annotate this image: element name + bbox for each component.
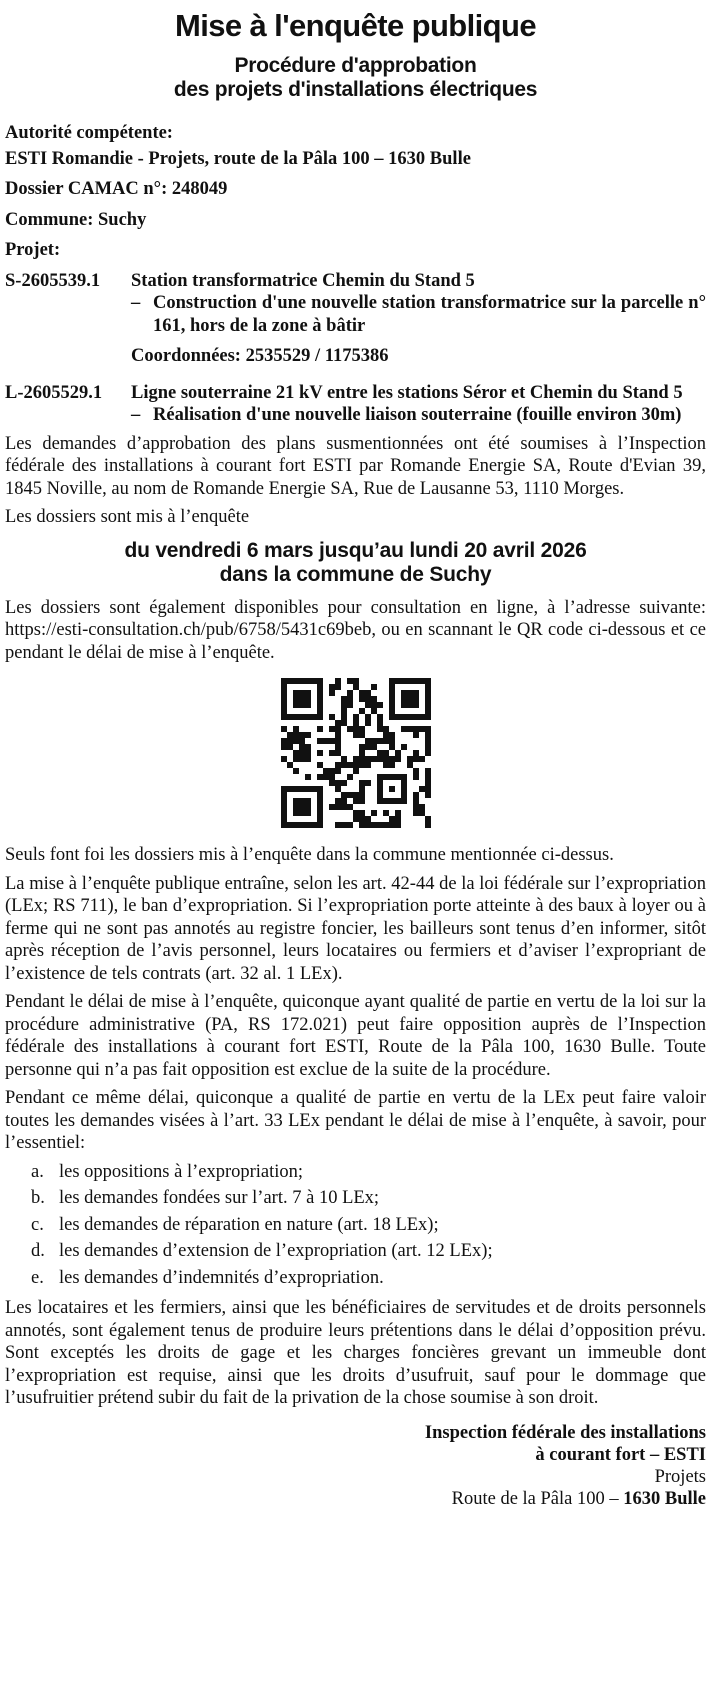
signature-line-4 — [5, 1488, 706, 1510]
list-marker: d. — [31, 1241, 45, 1261]
project-line — [5, 382, 706, 427]
camac-number: Dossier CAMAC n°: 248049 — [5, 179, 228, 199]
list-text: les demandes d’indemnités d’expropriation. — [59, 1267, 384, 1288]
authority-label: Autorité compétente: — [5, 123, 173, 143]
notice-title: Mise à l'enquête publique — [175, 8, 536, 43]
list-text: les oppositions à l’expropriation; — [59, 1161, 304, 1182]
demands-list — [5, 1161, 706, 1290]
expropriation-ban-paragraph: La mise à l’enquête publique entraîne, selon les art. 42-44 de la loi fédérale sur l’expropriation (LEx; RS 711), le ban d’expropriation. Si l’expropriation porte atteinte à des baux à loyer ou à ferme qui ne sont pas annotés au registre foncier, les bailleurs sont tenus d’en informer, sitôt après réception de l’avis personnel, leurs locataires ou fermiers et d’aviser l’expropriant de l’existence de tels contrats (art. 32 al. 1 LEx). — [5, 873, 706, 984]
qr-code-container — [5, 678, 706, 828]
list-text: les demandes d’extension de l’expropriation (art. 12 LEx); — [59, 1241, 493, 1261]
list-item — [31, 1240, 706, 1263]
list-item — [31, 1214, 706, 1237]
signature-line-3: Projets — [654, 1466, 706, 1487]
project-coordinates: Coordonnées: 2535529 / 1175386 — [131, 346, 389, 366]
submission-paragraph: Les demandes d’approbation des plans susmentionnées ont été soumises à l’Inspection fédérale des installations à courant fort ESTI par Romande Energie SA, Route d'Evian 39, 1845 Noville, au nom de Romande Energie SA, Rue de Lausanne 53, 1110 Morges. — [5, 433, 706, 499]
opposition-paragraph: Pendant le délai de mise à l’enquête, quiconque ayant qualité de partie en vertu de la loi sur la procédure administrative (PA, RS 172.021) peut faire opposition auprès de l’Inspection fédérale des installations à courant fort ESTI, Route de la Pâla 100, 1630 Bulle. Toute personne qui n’a pas fait opposition est exclue de la suite de la procédure. — [5, 992, 706, 1080]
project-item — [131, 292, 706, 337]
project-code: L-2605529.1 — [5, 382, 103, 403]
project-label: Projet: — [5, 240, 61, 260]
enquete-intro: Les dossiers sont mis à l’enquête — [5, 507, 250, 527]
online-consultation-paragraph: Les dossiers sont également disponibles pour consultation en ligne, à l’adresse suivante: https://esti-consultation.ch/pub/6758/5431c69beb, ou en scannant le QR code ci-dessous et ce pendant le délai de mise à l’enquête. — [5, 597, 706, 663]
signature-street: Route de la Pâla 100 – — [451, 1488, 624, 1509]
notice-subtitle — [5, 54, 706, 102]
project-station — [5, 270, 706, 376]
list-marker: e. — [31, 1267, 44, 1288]
enquete-dates — [5, 539, 706, 587]
subtitle-line-2: des projets d'installations électriques — [173, 78, 538, 101]
dossier-meta — [5, 122, 706, 262]
project-title: Ligne souterraine 21 kV entre les stations Séror et Chemin du Stand 5 — [131, 382, 683, 403]
list-text: les demandes fondées sur l’art. 7 à 10 LEx; — [59, 1188, 380, 1208]
signature-line-1: Inspection fédérale des installations — [424, 1422, 706, 1443]
project-title: Station transformatrice Chemin du Stand 5 — [131, 270, 475, 291]
qr-modules — [281, 678, 431, 828]
authority-value: ESTI Romandie - Projets, route de la Pâla 100 – 1630 Bulle — [5, 148, 471, 169]
list-marker: a. — [31, 1161, 44, 1182]
dash-bullet: – — [131, 405, 141, 425]
list-text: les demandes de réparation en nature (art. 18 LEx); — [59, 1214, 439, 1235]
dates-line-2: dans la commune de Suchy — [219, 562, 492, 586]
signature-line-2: à courant fort – ESTI — [535, 1444, 706, 1465]
list-item — [31, 1187, 706, 1210]
project-item — [131, 404, 706, 427]
notice-page — [0, 8, 713, 1510]
subtitle-line-1: Procédure d'approbation — [234, 54, 477, 77]
commune-name: Commune: Suchy — [5, 209, 147, 230]
tenants-paragraph: Les locataires et les fermiers, ainsi que les bénéficiaires de servitudes et de droits personnels annotés, sont également tenus de produire leurs prétentions dans le délai d’opposition prévu. Sont exceptés les droits de gage et les charges foncières grevant un immeuble dont l’expropriation est requise, ainsi que les droits d’usufruit, sauf pour le dommage que l’usufruitier prétend subir du fait de la privation de la chose soumise à son droit. — [5, 1298, 706, 1408]
list-item — [31, 1161, 706, 1184]
list-item — [31, 1267, 706, 1290]
project-item-text: Construction d'une nouvelle station transformatrice sur la parcelle n° 161, hors de la zone à bâtir — [153, 293, 706, 336]
dash-bullet: – — [131, 293, 141, 313]
authoritative-paragraph: Seuls font foi les dossiers mis à l’enquête dans la commune mentionnée ci-dessus. — [5, 845, 614, 865]
qr-code-icon[interactable] — [281, 678, 431, 828]
project-item-text: Réalisation d'une nouvelle liaison souterraine (fouille environ 30m) — [153, 405, 682, 425]
signature-city: 1630 Bulle — [623, 1488, 706, 1509]
lex-demands-paragraph: Pendant ce même délai, quiconque a qualité de partie en vertu de la LEx peut faire valoir toutes les demandes visées à l’art. 33 LEx pendant le délai de mise à l’enquête, à savoir, pour l’essentiel: — [5, 1088, 706, 1153]
signature-block — [5, 1422, 706, 1510]
list-marker: c. — [31, 1214, 44, 1235]
project-code: S-2605539.1 — [5, 270, 101, 291]
list-marker: b. — [31, 1188, 45, 1208]
dates-line-1: du vendredi 6 mars jusqu’au lundi 20 avril 2026 — [124, 538, 587, 562]
